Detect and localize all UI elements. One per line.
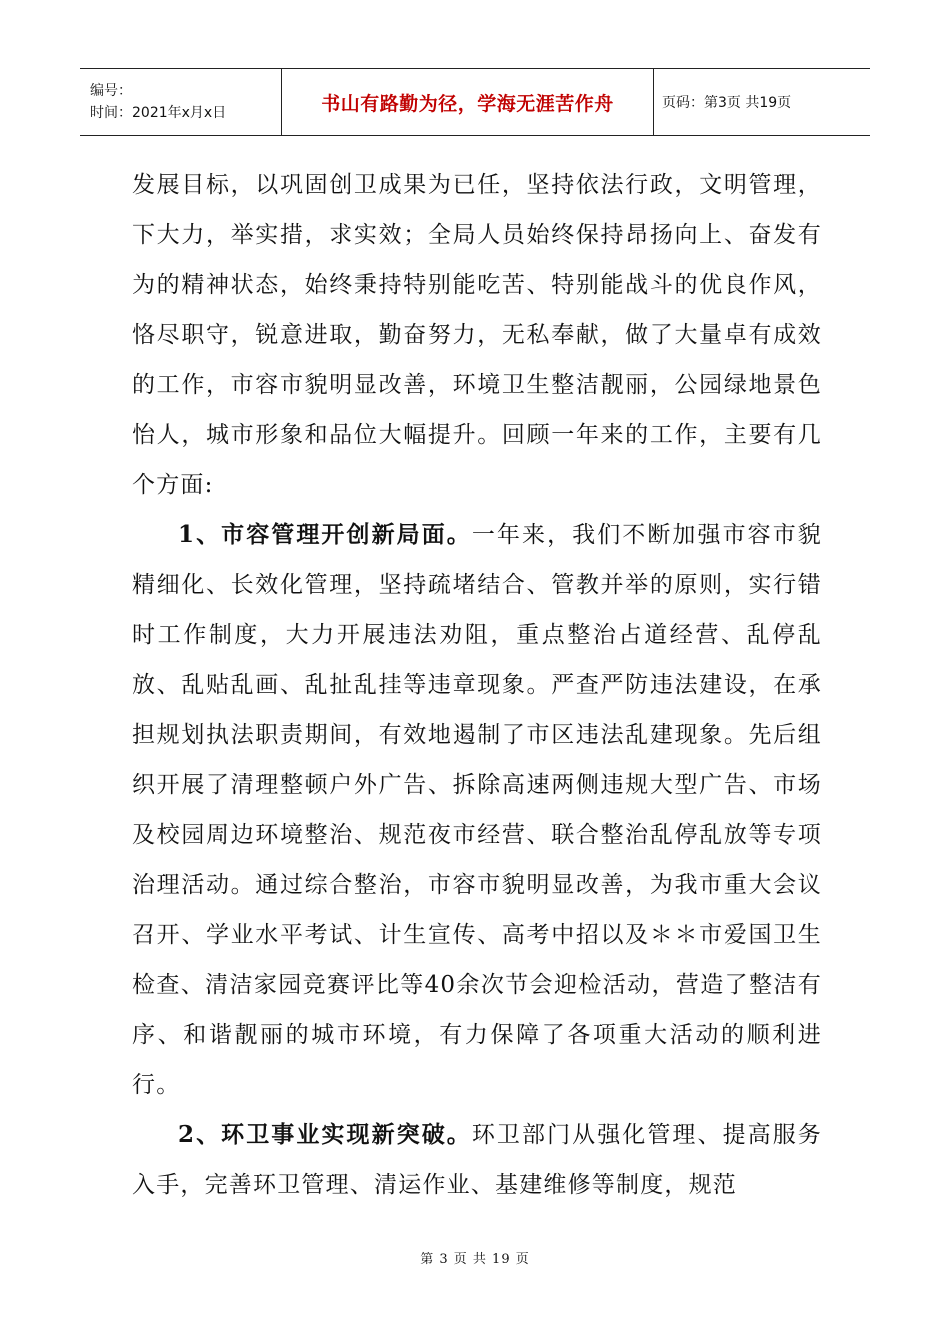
section-1-text: 一年来，我们不断加强市容市貌精细化、长效化管理，坚持疏堵结合、管教并举的原则，实行错时工作制度，大力开展违法劝阻，重点整治占道经营、乱停乱放、乱贴乱画、乱扯乱挂等违章现象。严查严防违法建设，在承担规划执法职责期间，有效地遏制了市区违法乱建现象。先后组织开展了清理整顿户外广告、拆除高速两侧违规大型广告、市场及校园周边环境整治、规范夜市经营、联合整治乱停乱放等专项治理活动。通过综合整治，市容市貌明显改善，为我市重大会议召开、学业水平考试、计生宣传、高考中招以及＊＊市爱国卫生检查、清洁家园竞赛评比等40余次节会迎检活动，营造了整洁有序、和谐靓丽的城市环境，有力保障了各项重大活动的顺利进行。 (132, 522, 822, 1098)
date-label: 时间：2021年x月x日 (90, 105, 227, 121)
section-1-heading: 1、市容管理开创新局面。 (178, 521, 472, 548)
document-header (80, 68, 870, 136)
page-footer: 第 3 页 共 19 页 (420, 1252, 530, 1267)
section-2-paragraph (132, 1110, 822, 1210)
section-1-paragraph (132, 510, 822, 1110)
header-page-info: 页码：第3页 共19页 (662, 95, 792, 111)
section-2-text: 环卫部门从强化管理、提高服务入手，完善环卫管理、清运作业、基建维修等制度，规范 (132, 1122, 822, 1198)
section-2-heading: 2、环卫事业实现新突破。 (178, 1121, 472, 1148)
header-meta (80, 69, 282, 135)
header-motto: 书山有路勤为径，学海无涯苦作舟 (321, 92, 614, 115)
intro-paragraph: 发展目标，以巩固创卫成果为已任，坚持依法行政，文明管理，下大力，举实措，求实效；全局人员始终保持昂扬向上、奋发有为的精神状态，始终秉持特别能吃苦、特别能战斗的优良作风，恪尽职守，锐意进取，勤奋努力，无私奉献，做了大量卓有成效的工作，市容市貌明显改善，环境卫生整洁靓丽，公园绿地景色怡人，城市形象和品位大幅提升。回顾一年来的工作，主要有几个方面: (132, 172, 822, 498)
header-motto-cell (282, 69, 654, 135)
serial-number-label: 编号： (90, 83, 132, 99)
header-page-info-cell (654, 69, 870, 135)
document-body (132, 160, 822, 1210)
